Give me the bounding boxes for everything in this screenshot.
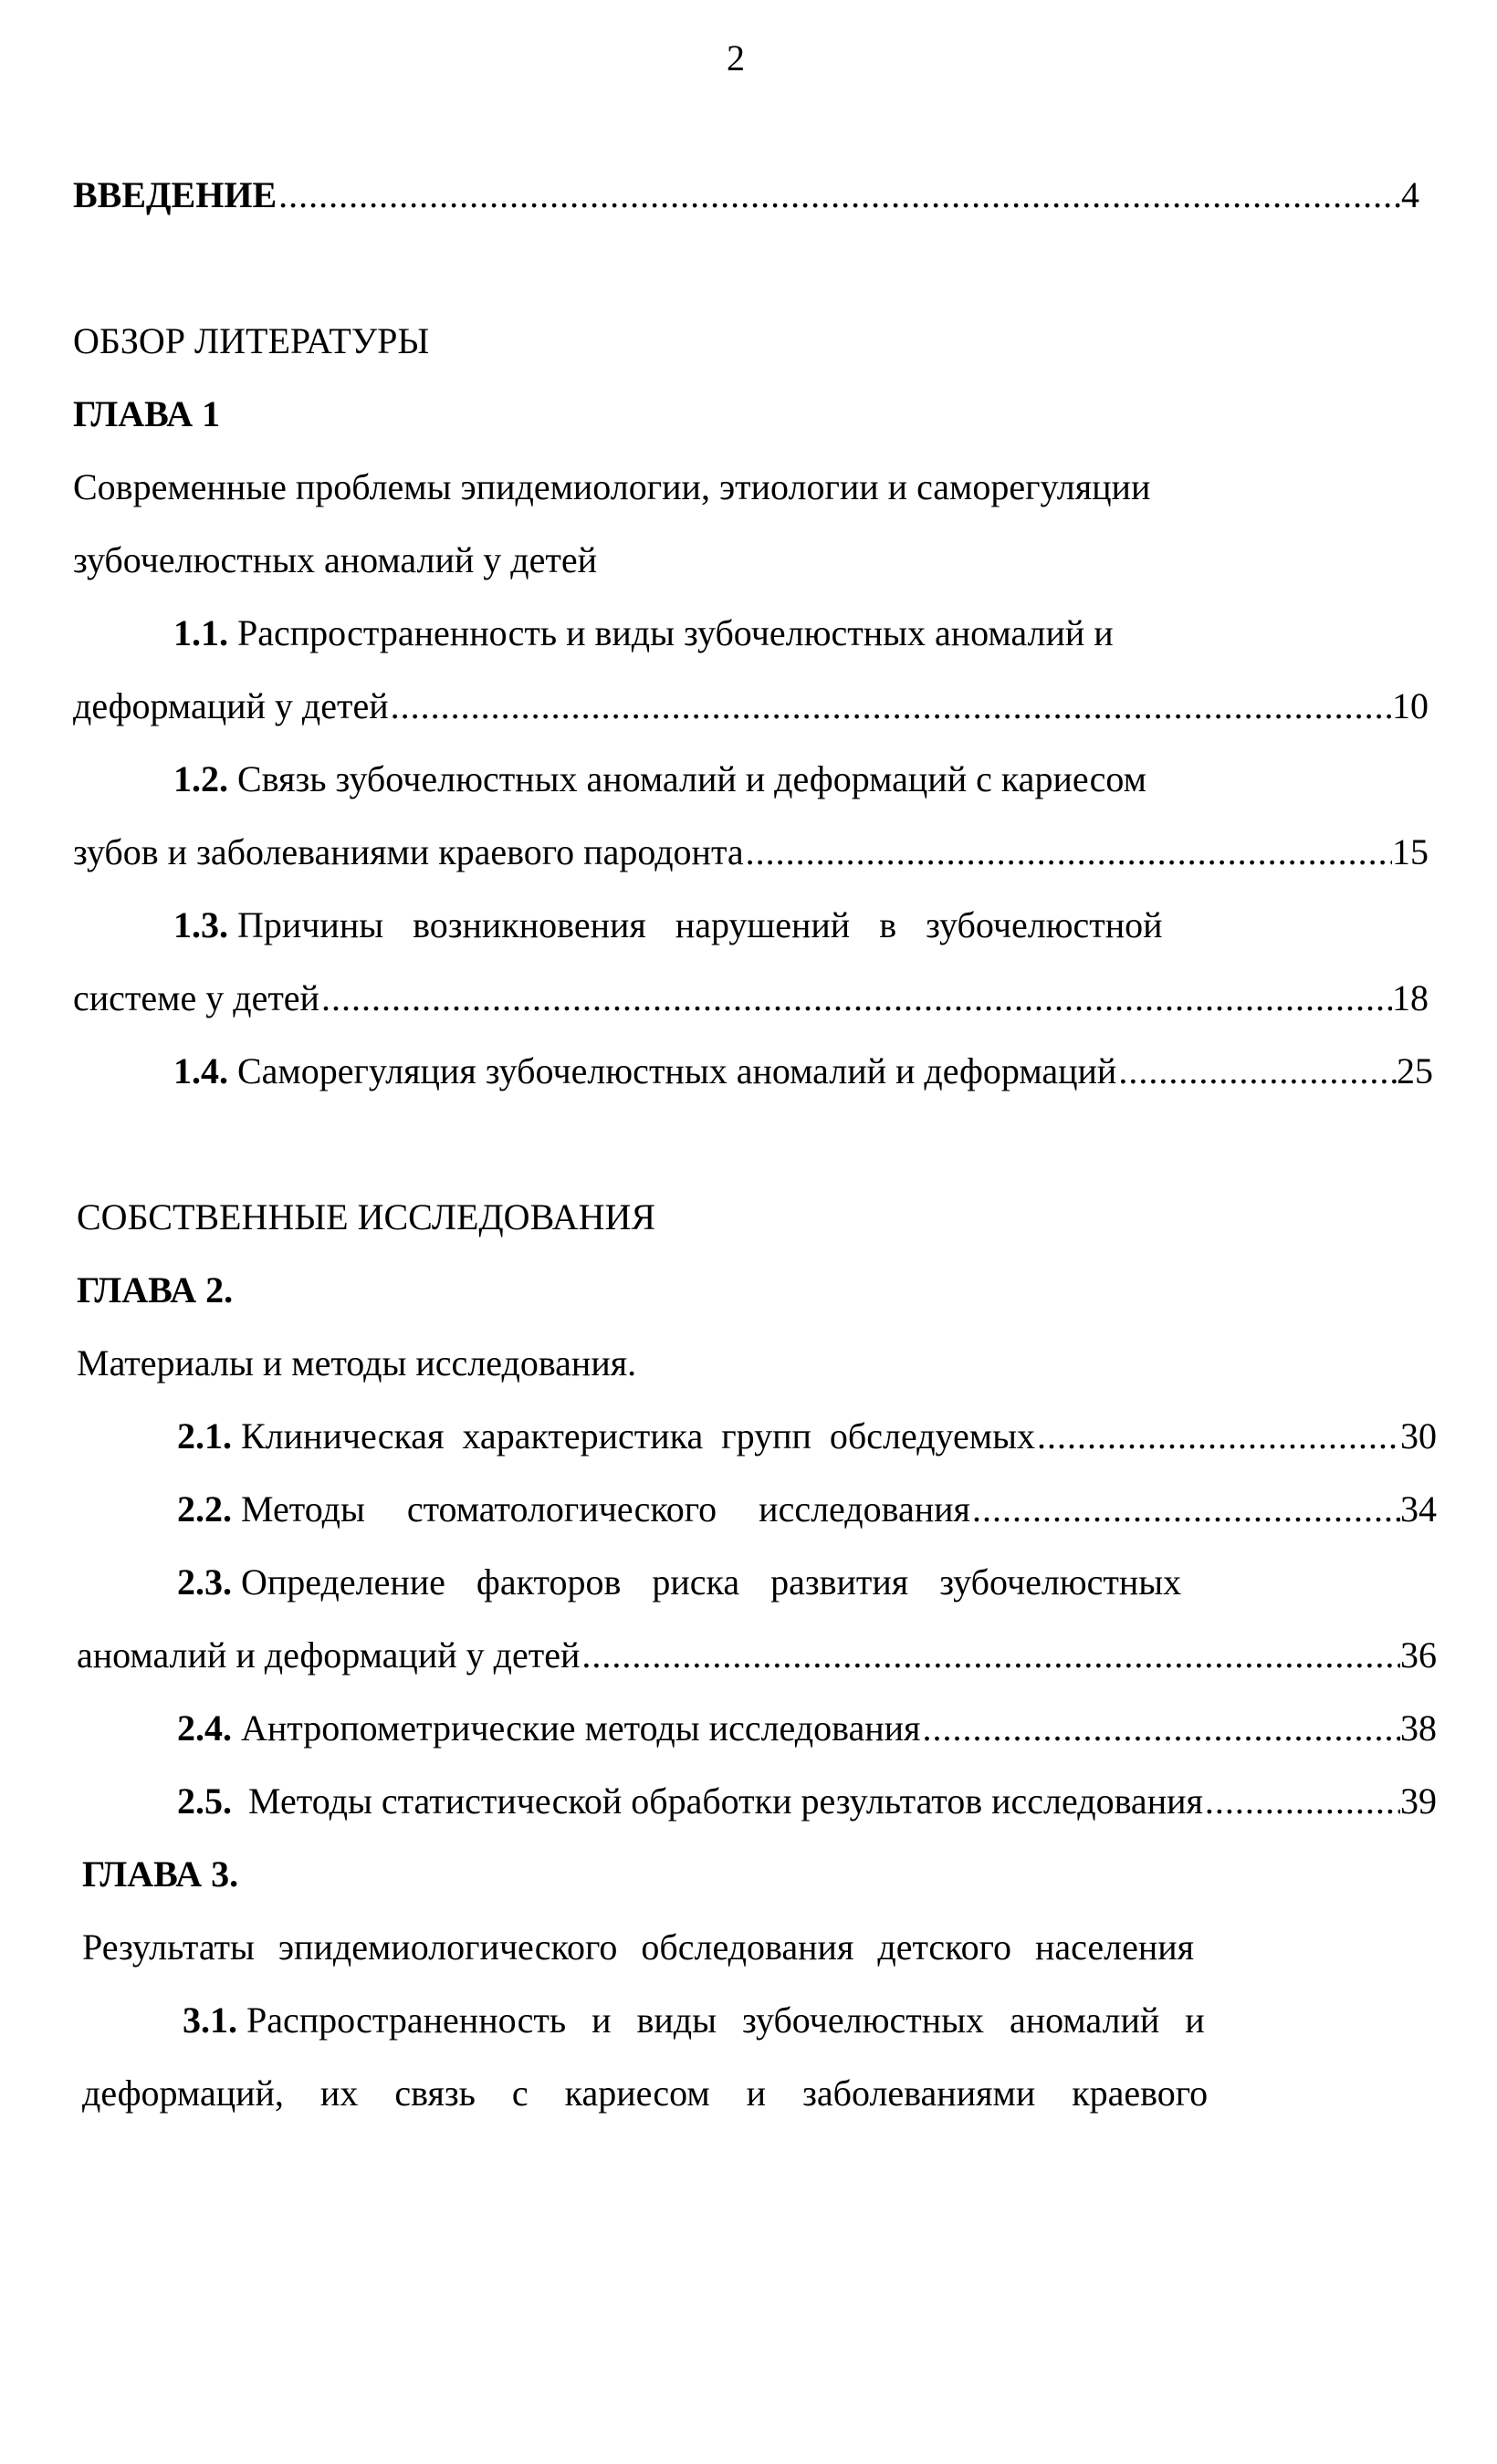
toc-entry-3-1 xyxy=(183,1999,1205,2042)
toc-entry-2-2 xyxy=(177,1488,1437,1531)
toc-entry-text: аномалий и деформаций у детей xyxy=(77,1634,581,1676)
toc-entry-2-1 xyxy=(177,1415,1437,1458)
toc-entry-page: 36 xyxy=(1400,1634,1437,1676)
toc-entry-text: Методы статистической обработки результатов исследования xyxy=(248,1780,1203,1822)
toc-entry-3-1-cont: деформаций, их связь с кариесом и заболеваниями краевого xyxy=(82,2072,1209,2114)
toc-entry-text: Распространенность и виды зубочелюстных аномалий и xyxy=(246,1999,1205,2041)
chapter-title-line: зубочелюстных аномалий у детей xyxy=(73,539,598,580)
toc-entry-page: 25 xyxy=(1397,1050,1433,1091)
leader-dots xyxy=(277,173,1401,217)
leader-dots xyxy=(744,830,1392,874)
leader-dots xyxy=(1203,1780,1400,1823)
toc-entry-1-1 xyxy=(173,611,1114,655)
toc-entry-page: 38 xyxy=(1400,1707,1437,1749)
toc-entry-page: 34 xyxy=(1400,1488,1437,1530)
toc-entry-text: Методы стоматологического исследования xyxy=(241,1488,970,1530)
chapter-title-line: Современные проблемы эпидемиологии, этиологии и саморегуляции xyxy=(73,466,1151,507)
toc-entry-page: 39 xyxy=(1400,1780,1437,1822)
chapter-title-line: Результаты эпидемиологического обследования детского населения xyxy=(82,1926,1195,1968)
toc-entry-text: Определение факторов риска развития зубочелюстных xyxy=(241,1561,1182,1603)
leader-dots xyxy=(580,1634,1400,1677)
toc-entry-1-3-cont xyxy=(73,976,1429,1020)
toc-entry-intro xyxy=(73,173,1419,217)
chapter-label: ГЛАВА 3. xyxy=(82,1853,239,1895)
toc-entry-number: 2.5. xyxy=(177,1780,232,1822)
toc-entry-text: Распространенность и виды зубочелюстных аномалий и xyxy=(237,612,1114,653)
toc-entry-number: 1.2. xyxy=(173,758,228,799)
toc-entry-number: 2.4. xyxy=(177,1707,232,1749)
toc-entry-text: деформаций у детей xyxy=(73,685,389,726)
chapter-label: ГЛАВА 2. xyxy=(77,1269,234,1310)
toc-entry-2-3 xyxy=(177,1561,1181,1604)
toc-entry-number: 2.2. xyxy=(177,1488,232,1530)
toc-entry-page: 4 xyxy=(1401,174,1419,215)
chapter-title-line: Материалы и методы исследования. xyxy=(77,1342,637,1383)
toc-entry-text: зубов и заболеваниями краевого пародонта xyxy=(73,831,744,872)
toc-entry-number: 2.1. xyxy=(177,1415,232,1456)
toc-entry-title: ВВЕДЕНИЕ xyxy=(73,174,277,215)
toc-entry-2-3-cont xyxy=(77,1634,1437,1677)
toc-entry-text: Саморегуляция зубочелюстных аномалий и деформаций xyxy=(237,1050,1117,1091)
leader-dots xyxy=(970,1488,1400,1531)
toc-entry-text: Связь зубочелюстных аномалий и деформаций с кариесом xyxy=(237,758,1146,799)
toc-entry-text: Клиническая характеристика групп обследуемых xyxy=(241,1415,1035,1456)
toc-entry-page: 10 xyxy=(1392,685,1429,726)
toc-entry-number: 1.1. xyxy=(173,612,228,653)
chapter-label: ГЛАВА 1 xyxy=(73,393,221,434)
toc-entry-2-5 xyxy=(177,1780,1437,1823)
toc-entry-number: 1.4. xyxy=(173,1050,228,1091)
leader-dots xyxy=(920,1707,1400,1750)
toc-entry-page: 15 xyxy=(1392,831,1429,872)
leader-dots xyxy=(389,684,1392,728)
toc-entry-1-2 xyxy=(173,757,1146,801)
leader-dots xyxy=(1116,1049,1397,1093)
toc-entry-page: 30 xyxy=(1400,1415,1437,1456)
toc-entry-number: 1.3. xyxy=(173,904,228,945)
toc-entry-page: 18 xyxy=(1392,977,1429,1018)
toc-entry-text: Антропометрические методы исследования xyxy=(241,1707,921,1749)
toc-entry-number: 2.3. xyxy=(177,1561,232,1603)
section-heading: ОБЗОР ЛИТЕРАТУРЫ xyxy=(73,320,430,361)
leader-dots xyxy=(319,976,1392,1020)
toc-entry-2-4 xyxy=(177,1707,1437,1750)
page-number: 2 xyxy=(727,37,745,78)
toc-entry-1-1-cont xyxy=(73,684,1429,728)
toc-entry-1-2-cont xyxy=(73,830,1429,874)
toc-entry-text: системе у детей xyxy=(73,977,319,1018)
toc-entry-text: Причины возникновения нарушений в зубочелюстной xyxy=(237,904,1163,945)
toc-entry-1-4 xyxy=(173,1049,1433,1093)
toc-entry-number: 3.1. xyxy=(183,1999,237,2041)
toc-entry-1-3 xyxy=(173,903,1163,947)
leader-dots xyxy=(1035,1415,1400,1458)
section-heading: СОБСТВЕННЫЕ ИССЛЕДОВАНИЯ xyxy=(77,1196,656,1237)
